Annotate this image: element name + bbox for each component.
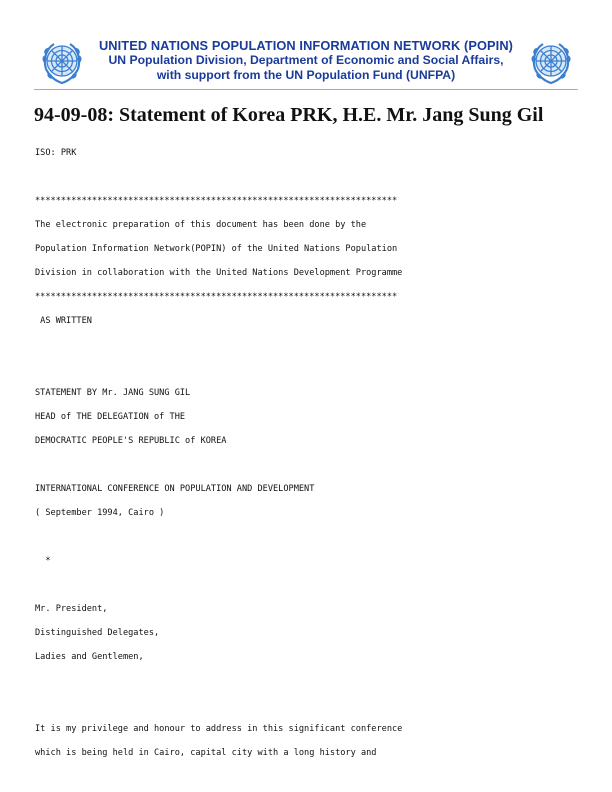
text-line: Mr. President, (35, 604, 108, 614)
text-line: ********************************************************************** (35, 196, 398, 206)
page-title: 94-09-08: Statement of Korea PRK, H.E. Mr. Jang Sung Gil (34, 104, 544, 126)
page-header (34, 34, 578, 90)
text-line: Division in collaboration with the United Nations Development Programme (35, 268, 403, 278)
un-emblem-icon (38, 39, 86, 87)
text-line: HEAD of THE DELEGATION of THE (35, 412, 186, 422)
un-emblem-icon (527, 39, 575, 87)
text-line: Ladies and Gentlemen, (35, 652, 144, 662)
text-line: DEMOCRATIC PEOPLE'S REPUBLIC of KOREA (35, 436, 227, 446)
text-line: which is being held in Cairo, capital city with a long history and (35, 748, 377, 758)
text-line: Distinguished Delegates, (35, 628, 160, 638)
text-line: * (35, 556, 51, 566)
org-line-2: UN Population Division, Department of Economic and Social Affairs, (108, 53, 504, 67)
text-line: AS WRITTEN (35, 316, 92, 326)
text-line: The electronic preparation of this document has been done by the (35, 220, 367, 230)
org-line-3: with support from the UN Population Fund (UNFPA) (156, 68, 456, 82)
text-line: INTERNATIONAL CONFERENCE ON POPULATION AND DEVELOPMENT (35, 484, 315, 494)
text-line: It is my privilege and honour to address in this significant conference (35, 724, 403, 734)
header-divider (34, 89, 578, 90)
text-line: STATEMENT BY Mr. JANG SUNG GIL (35, 388, 191, 398)
text-line: Population Information Network(POPIN) of the United Nations Population (35, 244, 398, 254)
text-line: ********************************************************************** (35, 292, 398, 302)
text-line: ISO: PRK (35, 148, 77, 158)
text-line: ( September 1994, Cairo ) (35, 508, 165, 518)
org-line-1: UNITED NATIONS POPULATION INFORMATION NETWORK (POPIN) (98, 38, 514, 53)
organization-name (94, 38, 518, 83)
